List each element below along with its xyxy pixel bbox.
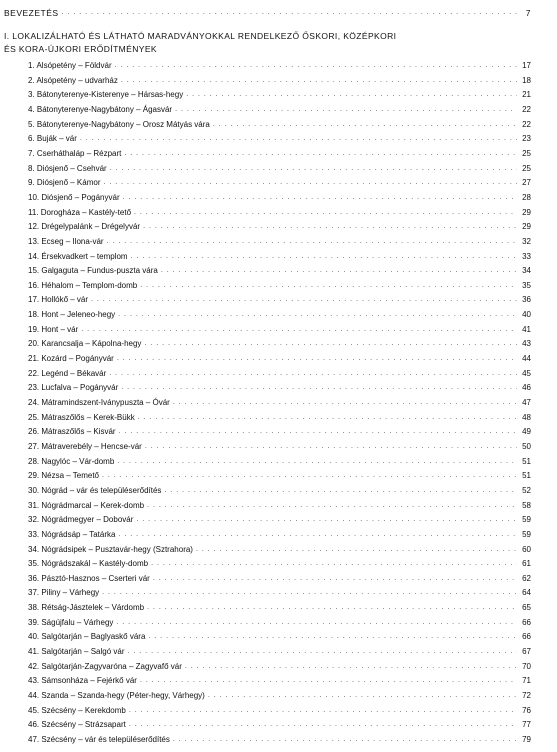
toc-entry — [28, 144, 531, 159]
toc-entry-page: 17 — [522, 61, 531, 70]
toc-entry-page: 43 — [522, 339, 531, 349]
toc-entry-title: 7. Cserháthaláp – Rézpart — [28, 148, 122, 158]
toc-entry — [28, 203, 531, 218]
toc-entry — [28, 730, 531, 745]
toc-entry — [28, 583, 531, 598]
toc-entry-page: 66 — [522, 617, 531, 627]
toc-entry-page: 35 — [522, 280, 531, 290]
toc-entry-title: 33. Nógrádsáp – Tatárka — [28, 529, 116, 539]
toc-entry-page: 27 — [522, 178, 531, 188]
toc-entry-title: 46. Szécsény – Strázsapart — [28, 720, 126, 730]
toc-entry-title: 22. Legénd – Békavár — [28, 368, 107, 378]
toc-entry-page: 29 — [522, 207, 531, 217]
toc-entry — [28, 334, 531, 349]
toc-entry-title: 44. Szanda – Szanda-hegy (Péter-hegy, Várhegy) — [28, 691, 205, 700]
toc-entry-title: 31. Nógrádmarcal – Kerek-domb — [28, 500, 145, 510]
toc-entry — [28, 85, 531, 100]
toc-entry-page: 33 — [522, 251, 531, 261]
dot-leader — [128, 648, 517, 656]
toc-entry-page: 66 — [522, 632, 531, 642]
toc-entry-title: 36. Pásztó-Hasznos – Cserteri vár — [28, 573, 150, 583]
toc-entry-page: 25 — [522, 148, 531, 158]
toc-entry — [28, 686, 531, 701]
toc-entry — [28, 100, 531, 115]
toc-entry-title: 5. Bátonyterenye-Nagybátony – Orosz Mátyás vára — [28, 119, 210, 129]
toc-entry-title: 21. Kozárd – Pogányvár — [28, 354, 114, 363]
toc-entry-title: 20. Karancsalja – Kápolna-hegy — [28, 339, 142, 349]
toc-entry-page: 71 — [522, 676, 531, 686]
toc-entry-title: 19. Hont – vár — [28, 324, 79, 334]
toc-entry-page: 48 — [522, 412, 531, 422]
toc-entry-title: 23. Lucfalva – Pogányvár — [28, 383, 119, 393]
toc-entry — [28, 159, 531, 174]
dot-leader — [91, 296, 517, 304]
dot-leader — [161, 267, 517, 275]
dot-leader — [131, 253, 517, 261]
dot-leader — [138, 414, 517, 422]
dot-leader — [148, 633, 517, 641]
toc-entry-page: 50 — [522, 441, 531, 451]
toc-entry-page: 44 — [522, 354, 531, 363]
toc-entry-title: 6. Buják – vár — [28, 134, 77, 144]
toc-entry-page: 45 — [522, 368, 531, 378]
toc-entry-page: 60 — [522, 544, 531, 554]
toc-entry-page: 67 — [522, 647, 531, 656]
toc-entry — [28, 188, 531, 203]
dot-leader — [164, 487, 517, 495]
toc-entry — [28, 657, 531, 672]
dot-leader — [140, 677, 517, 685]
toc-entry-title: 40. Salgótarján – Baglyaskő vára — [28, 632, 146, 642]
dot-leader — [119, 428, 517, 436]
toc-entry — [28, 393, 531, 408]
dot-leader — [121, 384, 517, 392]
toc-entry-page: 29 — [522, 222, 531, 232]
toc-entry-page: 40 — [522, 310, 531, 320]
toc-entry — [28, 305, 531, 320]
dot-leader — [117, 355, 517, 363]
toc-entry — [28, 496, 531, 511]
dot-leader — [153, 575, 517, 583]
dot-leader — [147, 604, 517, 612]
dot-leader — [144, 340, 517, 348]
dot-leader — [110, 165, 517, 173]
dot-leader — [173, 399, 517, 407]
toc-entry-title: 47. Szécsény – vár és településerődítés — [28, 734, 170, 744]
dot-leader — [81, 326, 517, 334]
toc-entry-title: 29. Nézsa – Temető — [28, 471, 100, 481]
dot-leader — [115, 62, 517, 70]
dot-leader — [145, 443, 517, 451]
toc-entry-title: 2. Alsópetény – udvarház — [28, 75, 118, 85]
toc-entry — [28, 290, 531, 305]
dot-leader — [196, 546, 517, 554]
toc-entry-page: 25 — [522, 163, 531, 173]
toc-entry-page: 18 — [522, 75, 531, 85]
toc-intro-entry — [4, 3, 531, 18]
toc-entry-page: 70 — [522, 661, 531, 671]
dot-leader — [151, 560, 517, 568]
toc-entry-title: 13. Ecseg – Ilona-vár — [28, 236, 104, 246]
toc-entry-page: 51 — [522, 456, 531, 466]
dot-leader — [62, 9, 517, 17]
toc-entry — [28, 701, 531, 716]
toc-entry-title: 9. Diósjenő – Kámor — [28, 178, 101, 188]
toc-entry-page: 59 — [522, 515, 531, 525]
toc-entry-page: 77 — [522, 720, 531, 730]
toc-entry-title: 14. Érsekvadkert – templom — [28, 251, 128, 261]
dot-leader — [136, 516, 517, 524]
toc-entry — [28, 115, 531, 130]
toc-entry-page: 72 — [522, 691, 531, 700]
dot-leader — [213, 121, 517, 129]
dot-leader — [147, 502, 517, 510]
toc-entry-page: 22 — [522, 119, 531, 129]
toc-entry-page: 7 — [525, 8, 531, 18]
toc-entry — [28, 276, 531, 291]
toc-entry-page: 46 — [522, 383, 531, 393]
toc-entry — [28, 422, 531, 437]
toc-entry-title: 35. Nógrádszakál – Kastély-domb — [28, 559, 149, 569]
toc-entry — [28, 437, 531, 452]
toc-entry-title: 30. Nógrád – vár és településerődítés — [28, 485, 162, 495]
toc-entry — [28, 510, 531, 525]
toc-entry-title: 42. Salgótarján-Zagyvaróna – Zagyvafő vár — [28, 661, 182, 671]
toc-entry-title: 11. Dorogháza – Kastély-tető — [28, 207, 132, 217]
toc-entry-page: 47 — [522, 397, 531, 407]
toc-entry-page: 36 — [522, 295, 531, 305]
dot-leader — [102, 589, 517, 597]
toc-entry-page: 51 — [522, 471, 531, 481]
toc-entry — [28, 525, 531, 540]
dot-leader — [102, 472, 517, 480]
toc-entry-page: 52 — [522, 485, 531, 495]
toc-entry-page: 64 — [522, 588, 531, 598]
toc-entry — [28, 598, 531, 613]
toc-entry-page: 65 — [522, 603, 531, 613]
toc-entry-title: 4. Bátonyterenye-Nagybátony – Ágasvár — [28, 105, 173, 114]
toc-entry — [28, 261, 531, 276]
toc-entry-title: BEVEZETÉS — [4, 8, 59, 18]
dot-leader — [134, 209, 517, 217]
toc-entry-title: 17. Hollókő – vár — [28, 295, 89, 305]
toc-entry-title: 45. Szécsény – Kerekdomb — [28, 705, 126, 715]
toc-entry-title: 41. Salgótarján – Salgó vár — [28, 647, 125, 656]
toc-entry — [28, 320, 531, 335]
toc-entry-title: 32. Nógrádmegyer – Dobovár — [28, 515, 134, 525]
toc-entry-title: 25. Mátraszőlős – Kerek-Bükk — [28, 412, 135, 422]
dot-leader — [123, 194, 517, 202]
toc-entry-title: 26. Mátraszőlős – Kisvár — [28, 427, 116, 437]
toc-entry-page: 21 — [522, 90, 531, 100]
toc-entry-page: 76 — [522, 705, 531, 715]
toc-entry-title: 43. Sámsonháza – Fejérkő vár — [28, 676, 137, 686]
dot-leader — [140, 282, 517, 290]
toc-entry — [28, 481, 531, 496]
toc-entry-page: 22 — [522, 105, 531, 114]
toc-entry-title: 24. Mátramindszent-Iványpuszta – Óvár — [28, 397, 170, 407]
toc-entry — [28, 247, 531, 262]
toc-entry — [28, 408, 531, 423]
toc-entry — [28, 452, 531, 467]
toc-entry — [28, 569, 531, 584]
toc-entry — [28, 627, 531, 642]
toc-entry-title: 8. Diósjenő – Csehvár — [28, 163, 107, 173]
toc-entry — [28, 173, 531, 188]
toc-entry-page: 79 — [522, 734, 531, 744]
toc-entry-title: 1. Alsópetény – Földvár — [28, 61, 112, 70]
toc-entry — [28, 671, 531, 686]
toc-entry — [28, 540, 531, 555]
toc-entry-title: 39. Ságújfalu – Várhegy — [28, 617, 114, 627]
dot-leader — [118, 531, 517, 539]
toc-entry — [28, 71, 531, 86]
toc-entry-title: 27. Mátraverebély – Hencse-vár — [28, 441, 142, 451]
toc-entry-page: 61 — [522, 559, 531, 569]
toc-entry — [28, 378, 531, 393]
toc-entry — [28, 466, 531, 481]
toc-entry-page: 62 — [522, 573, 531, 583]
dot-leader — [185, 663, 517, 671]
dot-leader — [129, 721, 517, 729]
dot-leader — [117, 458, 517, 466]
toc-entry-page: 41 — [522, 324, 531, 334]
toc-entry — [28, 554, 531, 569]
dot-leader — [109, 370, 517, 378]
dot-leader — [107, 238, 517, 246]
toc-entry — [28, 349, 531, 364]
toc-entry-title: 37. Piliny – Várhegy — [28, 588, 100, 598]
dot-leader — [121, 77, 517, 85]
toc-entry-page: 49 — [522, 427, 531, 437]
dot-leader — [208, 692, 517, 700]
toc-entry — [28, 129, 531, 144]
toc-entry-title: 3. Bátonyterenye-Kisterenye – Hársas-hegy — [28, 90, 184, 100]
toc-entry — [28, 56, 531, 71]
toc-entry-title: 10. Diósjenő – Pogányvár — [28, 192, 120, 202]
toc-entry-page: 23 — [522, 134, 531, 144]
dot-leader — [186, 91, 517, 99]
toc-entry-title: 15. Galgaguta – Fundus-puszta vára — [28, 266, 158, 276]
toc-entry-page: 58 — [522, 500, 531, 510]
dot-leader — [118, 311, 517, 319]
toc-entry-page: 59 — [522, 529, 531, 539]
toc-entry — [28, 715, 531, 730]
dot-leader — [173, 736, 517, 744]
toc-entry — [28, 217, 531, 232]
toc-entry-title: 16. Héhalom – Templom-domb — [28, 280, 138, 290]
toc-entry-title: 38. Rétság-Jásztelek – Várdomb — [28, 603, 145, 613]
toc-entry-page: 34 — [522, 266, 531, 276]
section-heading-line-1: I. LOKALIZÁLHATÓ ÉS LÁTHATÓ MARADVÁNYOKKAL RENDELKEZŐ ŐSKORI, KÖZÉPKORI — [4, 31, 397, 41]
dot-leader — [124, 150, 517, 158]
dot-leader — [129, 707, 517, 715]
dot-leader — [116, 619, 517, 627]
dot-leader — [143, 223, 517, 231]
toc-entry-title: 12. Drégelypalánk – Drégelyvár — [28, 222, 141, 232]
toc-entry — [28, 364, 531, 379]
toc-entry-page: 32 — [522, 236, 531, 246]
toc-entry-title: 18. Hont – Jeleneo-hegy — [28, 310, 116, 320]
dot-leader — [80, 135, 517, 143]
dot-leader — [175, 106, 517, 114]
toc-entry-page: 28 — [522, 192, 531, 202]
toc-entry — [28, 642, 531, 657]
toc-entry — [28, 232, 531, 247]
section-heading-line-2: ÉS KORA-ÚJKORI ERŐDÍTMÉNYEK — [4, 44, 157, 54]
toc-entry-title: 34. Nógrádsipek – Pusztavár-hegy (Sztrahora) — [28, 544, 193, 554]
dot-leader — [103, 179, 517, 187]
toc-entry — [28, 613, 531, 628]
toc-entry-title: 28. Nagylóc – Vár-domb — [28, 456, 115, 466]
